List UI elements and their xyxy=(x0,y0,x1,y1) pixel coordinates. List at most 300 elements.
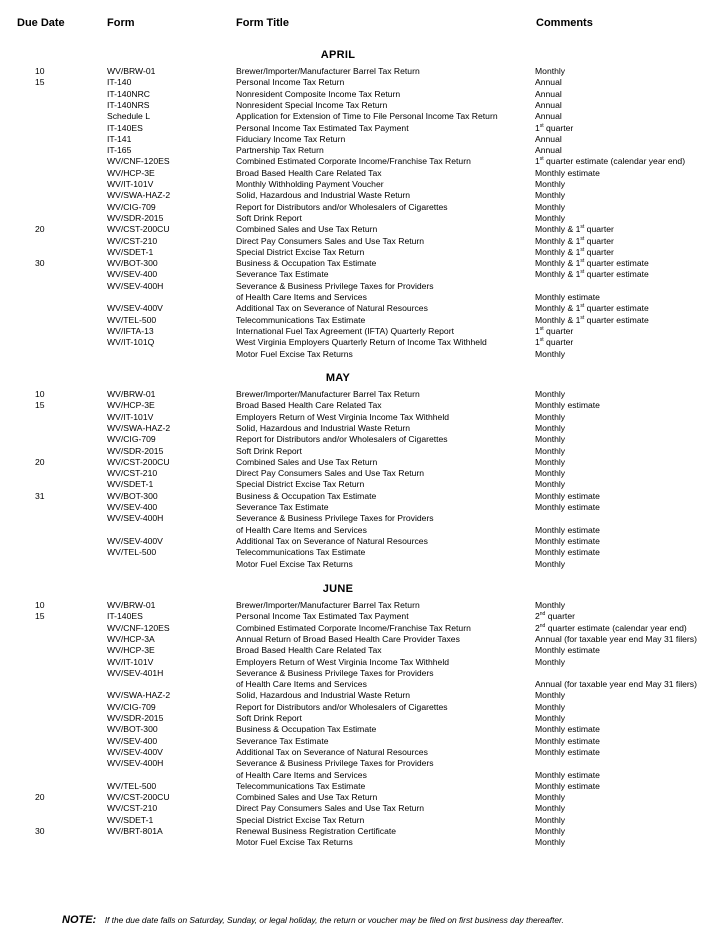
form-title-cell: of Health Care Items and Services xyxy=(236,679,367,690)
table-row xyxy=(0,770,728,781)
due-date-cell: 20 xyxy=(35,792,45,803)
comments-cell xyxy=(535,423,565,434)
header-due-date: Due Date xyxy=(17,17,65,29)
form-cell: WV/BRT-801A xyxy=(107,826,163,836)
table-row xyxy=(0,400,728,411)
form-title-cell: Soft Drink Report xyxy=(236,212,302,223)
comment-text: Monthly xyxy=(535,814,566,825)
form-title-cell: Solid, Hazardous and Industrial Waste Return xyxy=(236,422,411,433)
form-title-cell: Severance & Business Privilege Taxes for Providers xyxy=(236,513,434,524)
comment-text: Annual xyxy=(535,77,562,88)
table-row xyxy=(0,559,728,570)
form-title-cell: Report for Distributors and/or Wholesalers of Cigarettes xyxy=(236,701,448,712)
comment-text: Monthly & 1 xyxy=(535,269,581,280)
comments-cell xyxy=(535,713,565,724)
form-title-cell: Report for Distributors and/or Wholesalers of Cigarettes xyxy=(236,434,448,445)
comment-text: Monthly xyxy=(535,479,566,490)
table-row xyxy=(0,434,728,445)
form-title-cell: Fiduciary Income Tax Return xyxy=(236,133,346,144)
form-title-cell: Solid, Hazardous and Industrial Waste Return xyxy=(236,690,411,701)
form-title-cell: Severance Tax Estimate xyxy=(236,735,329,746)
table-row xyxy=(0,156,728,167)
comment-text: Monthly xyxy=(535,558,566,569)
table-row xyxy=(0,513,728,524)
comments-cell xyxy=(535,156,685,167)
form-cell: WV/SWA-HAZ-2 xyxy=(107,690,171,701)
comment-text: Monthly xyxy=(535,456,566,467)
form-title-cell: of Health Care Items and Services xyxy=(236,769,367,780)
comment-text: 1 xyxy=(535,156,540,167)
table-row xyxy=(0,202,728,213)
table-row xyxy=(0,713,728,724)
form-cell: WV/SEV-400V xyxy=(107,746,163,757)
table-row xyxy=(0,611,728,622)
form-title-cell: Special District Excise Tax Return xyxy=(236,246,365,257)
comments-cell xyxy=(535,100,562,111)
table-row xyxy=(0,269,728,280)
form-cell: WV/TEL-500 xyxy=(107,314,157,325)
form-cell: WV/CNF-120ES xyxy=(107,622,170,633)
form-cell: WV/SDET-1 xyxy=(107,479,154,490)
table-row xyxy=(0,668,728,679)
comments-cell xyxy=(535,123,573,134)
form-cell: WV/IFTA-13 xyxy=(107,325,154,336)
table-row xyxy=(0,724,728,735)
comment-text-after: quarter estimate xyxy=(584,269,649,280)
comments-cell xyxy=(535,657,565,668)
form-cell: WV/TEL-500 xyxy=(107,780,157,791)
comment-text-after: quarter xyxy=(584,224,614,235)
form-cell: IT-140ES xyxy=(107,611,143,622)
form-title-cell: Business & Occupation Tax Estimate xyxy=(236,724,377,735)
comments-cell xyxy=(535,724,600,735)
table-row xyxy=(0,134,728,145)
comment-text-after: quarter estimate xyxy=(584,303,649,314)
form-title-cell: Severance & Business Privilege Taxes for Providers xyxy=(236,280,434,291)
form-cell: WV/HCP-3A xyxy=(107,633,155,644)
comment-text: 2 xyxy=(535,622,540,633)
comment-text: 1 xyxy=(535,122,540,133)
table-row xyxy=(0,781,728,792)
comment-text-after: quarter estimate (calendar year end) xyxy=(545,622,687,633)
comment-text: Annual (for taxable year end May 31 filers) xyxy=(535,633,697,644)
header-comments: Comments xyxy=(536,17,593,29)
form-title-cell: Brewer/Importer/Manufacturer Barrel Tax Return xyxy=(236,600,420,610)
form-cell: IT-140NRC xyxy=(107,88,150,99)
form-cell: WV/TEL-500 xyxy=(107,547,157,558)
comment-text: Annual xyxy=(535,88,562,99)
ordinal-suffix: st xyxy=(580,258,585,265)
table-row xyxy=(0,66,728,77)
form-cell: WV/IT-101V xyxy=(107,179,154,189)
table-row xyxy=(0,536,728,547)
due-date-cell: 10 xyxy=(35,389,45,399)
ordinal-suffix: nd xyxy=(539,622,546,629)
table-row xyxy=(0,326,728,337)
due-date-cell: 20 xyxy=(35,224,45,235)
form-cell: WV/SEV-400H xyxy=(107,758,164,769)
table-row xyxy=(0,179,728,190)
comment-text: Annual xyxy=(535,99,562,110)
comment-text: 1 xyxy=(535,325,540,336)
form-cell: WV/HCP-3E xyxy=(107,167,155,178)
comment-text: 2 xyxy=(535,611,540,622)
table-row xyxy=(0,77,728,88)
comments-cell xyxy=(535,111,562,122)
form-cell: WV/SDET-1 xyxy=(107,814,154,825)
comment-text: Monthly xyxy=(535,389,566,399)
due-date-cell: 15 xyxy=(35,400,45,411)
month-heading: APRIL xyxy=(320,49,356,61)
ordinal-suffix: st xyxy=(580,303,585,310)
form-cell: WV/BOT-300 xyxy=(107,258,158,269)
table-row xyxy=(0,645,728,656)
comment-text: Monthly estimate xyxy=(535,724,600,735)
table-row xyxy=(0,190,728,201)
comment-text-after: quarter xyxy=(543,122,574,133)
form-cell: WV/SEV-400H xyxy=(107,280,164,291)
comments-cell xyxy=(535,434,565,445)
comments-cell xyxy=(535,815,565,826)
form-title-cell: Personal Income Tax Return xyxy=(236,77,345,88)
ordinal-suffix: st xyxy=(580,269,585,276)
comment-text: Monthly estimate xyxy=(535,547,600,558)
form-title-cell: Monthly Withholding Payment Voucher xyxy=(236,179,384,189)
form-title-cell: Severance Tax Estimate xyxy=(236,502,329,512)
comment-text: Monthly xyxy=(535,348,566,359)
form-cell: WV/CST-200CU xyxy=(107,792,170,803)
comment-text: Monthly estimate xyxy=(535,746,600,757)
comments-cell xyxy=(535,77,562,88)
ordinal-suffix: st xyxy=(539,156,544,163)
comments-cell xyxy=(535,145,562,156)
form-title-cell: International Fuel Tax Agreement (IFTA) Quarterly Report xyxy=(236,325,454,336)
table-row xyxy=(0,502,728,513)
comments-cell xyxy=(535,491,600,502)
comment-text: Monthly estimate xyxy=(535,502,600,512)
comments-cell xyxy=(535,213,565,224)
due-date-cell: 10 xyxy=(35,66,45,76)
table-row xyxy=(0,657,728,668)
form-cell: WV/SDR-2015 xyxy=(107,445,164,456)
form-title-cell: Motor Fuel Excise Tax Returns xyxy=(236,558,353,569)
comment-text-after: quarter estimate xyxy=(584,258,649,269)
form-title-cell: Personal Income Tax Estimated Tax Payment xyxy=(236,122,409,133)
form-title-cell: Combined Sales and Use Tax Return xyxy=(236,792,378,803)
comments-cell xyxy=(535,623,687,634)
due-date-cell: 15 xyxy=(35,611,45,622)
comment-text: Monthly & 1 xyxy=(535,235,581,246)
ordinal-suffix: st xyxy=(580,224,585,231)
table-row xyxy=(0,123,728,134)
form-title-cell: Broad Based Health Care Related Tax xyxy=(236,167,382,178)
comment-text: Monthly estimate xyxy=(535,645,600,656)
due-date-cell: 15 xyxy=(35,77,45,88)
form-title-cell: Nonresident Special Income Tax Return xyxy=(236,99,388,110)
form-title-cell: Direct Pay Consumers Sales and Use Tax Return xyxy=(236,468,425,479)
form-title-cell: Motor Fuel Excise Tax Returns xyxy=(236,348,353,359)
comment-text: Monthly xyxy=(535,411,566,422)
comments-cell xyxy=(535,837,565,848)
form-cell: IT-165 xyxy=(107,145,132,156)
form-cell: WV/BRW-01 xyxy=(107,600,156,610)
comment-text: Monthly xyxy=(535,201,566,212)
table-row xyxy=(0,803,728,814)
comments-cell xyxy=(535,781,600,792)
form-title-cell: Employers Return of West Virginia Income Tax Withheld xyxy=(236,411,450,422)
comment-text: Monthly xyxy=(535,434,566,445)
table-row xyxy=(0,281,728,292)
table-row xyxy=(0,837,728,848)
table-row xyxy=(0,349,728,360)
form-title-cell: of Health Care Items and Services xyxy=(236,524,367,535)
comment-text: Monthly xyxy=(535,600,566,610)
form-title-cell: Business & Occupation Tax Estimate xyxy=(236,258,377,269)
form-cell: WV/CST-210 xyxy=(107,803,158,814)
form-cell: WV/SDR-2015 xyxy=(107,212,164,223)
form-title-cell: Brewer/Importer/Manufacturer Barrel Tax Return xyxy=(236,66,420,76)
form-title-cell: Annual Return of Broad Based Health Care Provider Taxes xyxy=(236,633,460,644)
form-cell: WV/SEV-400V xyxy=(107,303,163,314)
comments-cell xyxy=(535,770,600,781)
comment-text: Monthly xyxy=(535,422,566,433)
comment-text: Monthly & 1 xyxy=(535,258,581,269)
comment-text-after: quarter estimate xyxy=(584,314,649,325)
comment-text: Monthly xyxy=(535,826,566,836)
comment-text: Monthly xyxy=(535,445,566,456)
comments-cell xyxy=(535,547,600,558)
form-title-cell: Direct Pay Consumers Sales and Use Tax Return xyxy=(236,235,425,246)
comment-text: Annual xyxy=(535,111,562,122)
form-cell: WV/CST-200CU xyxy=(107,456,170,467)
table-row xyxy=(0,600,728,611)
column-header xyxy=(0,17,728,33)
due-date-cell: 30 xyxy=(35,826,45,836)
table-row xyxy=(0,815,728,826)
form-title-cell: Combined Estimated Corporate Income/Franchise Tax Return xyxy=(236,622,471,633)
comment-text: Monthly & 1 xyxy=(535,314,581,325)
comment-text: Monthly xyxy=(535,837,566,848)
note-text: If the due date falls on Saturday, Sunday, or legal holiday, the return or voucher may be filed on first business day thereafter. xyxy=(104,915,564,925)
comments-cell xyxy=(535,792,565,803)
ordinal-suffix: st xyxy=(580,246,585,253)
table-row xyxy=(0,236,728,247)
form-title-cell: Brewer/Importer/Manufacturer Barrel Tax Return xyxy=(236,389,420,399)
comment-text: Monthly xyxy=(535,656,566,667)
comment-text-after: quarter estimate (calendar year end) xyxy=(543,156,686,167)
table-row xyxy=(0,736,728,747)
comments-cell xyxy=(535,389,565,400)
table-row xyxy=(0,389,728,400)
form-cell: IT-140ES xyxy=(107,122,143,133)
form-cell: WV/SWA-HAZ-2 xyxy=(107,190,171,201)
comment-text: Monthly xyxy=(535,690,566,701)
form-title-cell: Business & Occupation Tax Estimate xyxy=(236,490,377,501)
comments-cell xyxy=(535,258,649,269)
comment-text: Monthly estimate xyxy=(535,167,600,178)
form-cell: WV/BRW-01 xyxy=(107,389,156,399)
form-title-cell: Severance Tax Estimate xyxy=(236,269,329,280)
form-cell: WV/SEV-400 xyxy=(107,735,158,746)
form-cell: WV/CIG-709 xyxy=(107,201,156,212)
form-cell: WV/HCP-3E xyxy=(107,400,155,411)
form-title-cell: Personal Income Tax Estimated Tax Payment xyxy=(236,611,409,622)
form-title-cell: Nonresident Composite Income Tax Return xyxy=(236,88,401,99)
comment-text: Monthly xyxy=(535,212,566,223)
table-row xyxy=(0,758,728,769)
table-row xyxy=(0,337,728,348)
table-row xyxy=(0,547,728,558)
comments-cell xyxy=(535,826,565,837)
form-title-cell: Direct Pay Consumers Sales and Use Tax Return xyxy=(236,803,425,814)
form-cell: WV/HCP-3E xyxy=(107,645,155,656)
comments-cell xyxy=(535,468,565,479)
table-row xyxy=(0,168,728,179)
month-heading: JUNE xyxy=(322,583,354,595)
form-cell: WV/CNF-120ES xyxy=(107,156,170,167)
form-title-cell: Renewal Business Registration Certificate xyxy=(236,826,397,836)
comments-cell xyxy=(535,611,575,622)
form-cell: WV/CST-200CU xyxy=(107,224,170,235)
form-title-cell: Partnership Tax Return xyxy=(236,145,324,156)
comments-cell xyxy=(535,66,565,77)
comment-text: Annual xyxy=(535,133,562,144)
ordinal-suffix: st xyxy=(580,235,585,242)
comments-cell xyxy=(535,190,565,201)
comments-cell xyxy=(535,446,565,457)
table-row xyxy=(0,634,728,645)
form-title-cell: Combined Estimated Corporate Income/Franchise Tax Return xyxy=(236,156,471,167)
comments-cell xyxy=(535,747,600,758)
table-row xyxy=(0,479,728,490)
comments-cell xyxy=(535,269,649,280)
table-row xyxy=(0,457,728,468)
comment-text-after: quarter xyxy=(584,246,614,257)
form-title-cell: Combined Sales and Use Tax Return xyxy=(236,224,378,235)
table-row xyxy=(0,690,728,701)
comment-text: Monthly xyxy=(535,190,566,201)
form-title-cell: Special District Excise Tax Return xyxy=(236,814,365,825)
comments-cell xyxy=(535,559,565,570)
comments-cell xyxy=(535,292,600,303)
table-row xyxy=(0,702,728,713)
due-date-cell: 31 xyxy=(35,490,45,501)
table-row xyxy=(0,423,728,434)
table-row xyxy=(0,525,728,536)
comments-cell xyxy=(535,645,600,656)
form-cell: IT-140NRS xyxy=(107,99,150,110)
comments-cell xyxy=(535,502,600,513)
table-row xyxy=(0,826,728,837)
form-title-cell: of Health Care Items and Services xyxy=(236,292,367,302)
form-title-cell: Telecommunications Tax Estimate xyxy=(236,780,366,791)
form-cell: WV/IT-101V xyxy=(107,411,154,422)
comment-text: Monthly & 1 xyxy=(535,303,581,314)
form-title-cell: Severance & Business Privilege Taxes for Providers xyxy=(236,758,434,769)
form-title-cell: Additional Tax on Severance of Natural Resources xyxy=(236,746,428,757)
form-cell: Schedule L xyxy=(107,111,151,122)
form-title-cell: Report for Distributors and/or Wholesalers of Cigarettes xyxy=(236,201,448,212)
comments-cell xyxy=(535,236,614,247)
table-row xyxy=(0,100,728,111)
table-row xyxy=(0,468,728,479)
table-row xyxy=(0,89,728,100)
form-cell: IT-140 xyxy=(107,77,132,88)
table-row xyxy=(0,315,728,326)
form-title-cell: Employers Return of West Virginia Income Tax Withheld xyxy=(236,656,450,667)
comment-text: Monthly xyxy=(535,468,566,479)
comments-cell xyxy=(535,525,600,536)
comment-text: Monthly estimate xyxy=(535,400,600,411)
comment-text-after: quarter xyxy=(545,611,575,622)
comments-cell xyxy=(535,736,600,747)
comments-cell xyxy=(535,337,573,348)
comment-text-after: quarter xyxy=(584,235,614,246)
comment-text-after: quarter xyxy=(543,325,574,336)
form-cell: WV/BOT-300 xyxy=(107,490,158,501)
form-cell: WV/SDR-2015 xyxy=(107,713,164,723)
form-cell: WV/CIG-709 xyxy=(107,434,156,445)
comments-cell xyxy=(535,89,562,100)
table-row xyxy=(0,623,728,634)
comment-text: Monthly estimate xyxy=(535,490,600,501)
comments-cell xyxy=(535,168,600,179)
form-title-cell: Soft Drink Report xyxy=(236,713,302,723)
comment-text: Monthly estimate xyxy=(535,780,600,791)
note-label: NOTE: xyxy=(62,914,97,926)
table-row xyxy=(0,111,728,122)
form-title-cell: Telecommunications Tax Estimate xyxy=(236,314,366,325)
comment-text: Monthly xyxy=(535,803,566,814)
comment-text: Monthly xyxy=(535,66,566,76)
form-cell: IT-141 xyxy=(107,133,132,144)
form-cell: WV/SWA-HAZ-2 xyxy=(107,422,171,433)
form-cell: WV/SDET-1 xyxy=(107,246,154,257)
comments-cell xyxy=(535,412,565,423)
comments-cell xyxy=(535,349,565,360)
comments-cell xyxy=(535,803,565,814)
form-cell: WV/IT-101Q xyxy=(107,337,155,348)
comments-cell xyxy=(535,202,565,213)
table-row xyxy=(0,747,728,758)
form-title-cell: Telecommunications Tax Estimate xyxy=(236,547,366,558)
table-row xyxy=(0,412,728,423)
comment-text: Annual xyxy=(535,145,562,156)
comment-text: Monthly xyxy=(535,179,566,189)
ordinal-suffix: st xyxy=(539,122,544,129)
form-title-cell: Solid, Hazardous and Industrial Waste Return xyxy=(236,190,411,201)
comments-cell xyxy=(535,457,565,468)
comments-cell xyxy=(535,224,614,235)
comment-text: Monthly xyxy=(535,713,566,723)
form-cell: WV/SEV-400H xyxy=(107,513,164,524)
ordinal-suffix: st xyxy=(539,337,544,344)
ordinal-suffix: nd xyxy=(539,611,546,618)
comment-text: Monthly estimate xyxy=(535,292,600,302)
form-title-cell: Broad Based Health Care Related Tax xyxy=(236,645,382,656)
comment-text: Annual (for taxable year end May 31 filers) xyxy=(535,679,697,690)
comments-cell xyxy=(535,303,649,314)
form-title-cell: West Virginia Employers Quarterly Return of Income Tax Withheld xyxy=(236,337,487,348)
comments-cell xyxy=(535,326,573,337)
comments-cell xyxy=(535,315,649,326)
comments-cell xyxy=(535,400,600,411)
table-row xyxy=(0,224,728,235)
form-cell: WV/SEV-400 xyxy=(107,269,158,280)
comment-text: Monthly xyxy=(535,701,566,712)
comment-text-after: quarter xyxy=(543,337,574,348)
due-date-cell: 20 xyxy=(35,456,45,467)
